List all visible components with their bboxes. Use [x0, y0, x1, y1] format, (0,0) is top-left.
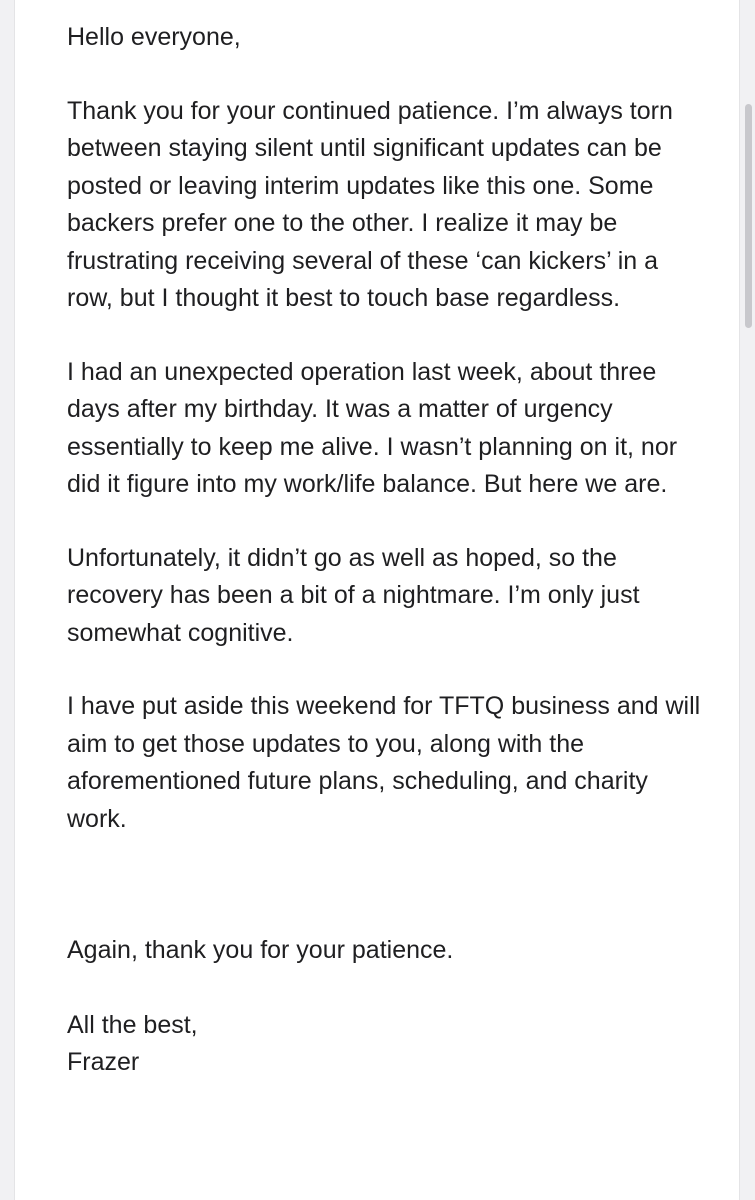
email-body: [67, 19, 707, 1082]
email-sign-off: All the best,: [67, 1010, 198, 1039]
email-paragraph-2: I had an unexpected operation last week, about three days after my birthday. It was a matter of urgency essentially to keep me alive. I wasn’t planning on it, nor did it figure into my work/life balance. But here we are.: [67, 357, 678, 498]
email-paragraph-4: I have put aside this weekend for TFTQ business and will aim to get those updates to you, along with the aforementioned future plans, scheduling, and charity work.: [67, 692, 701, 833]
email-paragraph-1: Thank you for your continued patience. I’m always torn between staying silent until significant updates can be posted or leaving interim updates like this one. Some backers prefer one to the other. I realize it may be frustrating receiving several of these ‘can kickers’ in a row, but I thought it best to touch base regardless.: [67, 96, 673, 312]
scrollbar-thumb[interactable]: [745, 104, 752, 328]
email-greeting: Hello everyone,: [67, 23, 241, 51]
email-page: [14, 0, 740, 1200]
email-paragraph-3: Unfortunately, it didn’t go as well as hoped, so the recovery has been a bit of a nightmare. I’m only just somewhat cognitive.: [67, 543, 640, 647]
email-signature: Frazer: [67, 1048, 140, 1076]
email-closing-thanks: Again, thank you for your patience.: [67, 936, 454, 964]
